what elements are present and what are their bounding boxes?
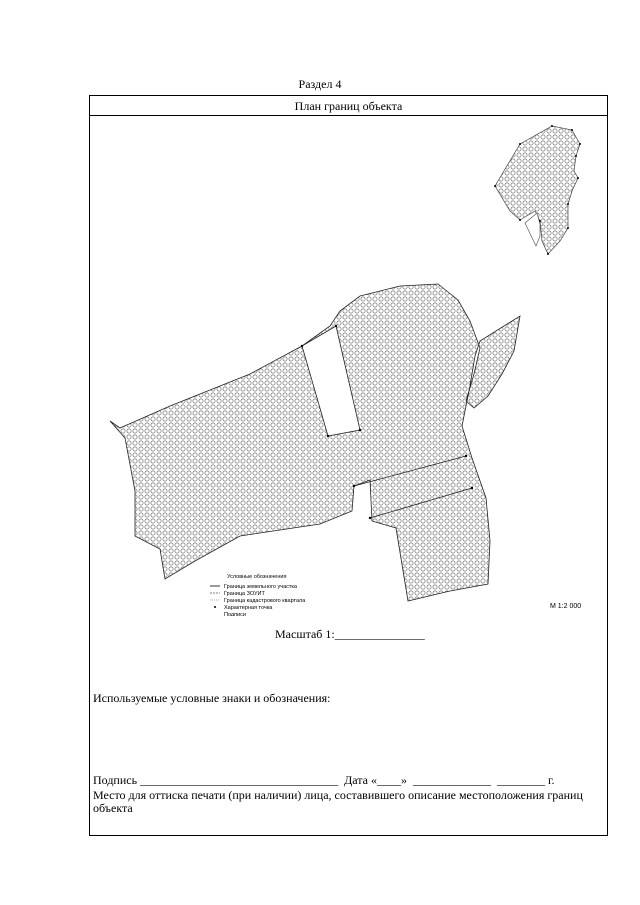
- map-legend-item: Граница земельного участка: [224, 584, 297, 590]
- scale-text: Масштаб 1:_______________: [275, 627, 425, 641]
- frame-header: План границ объекта: [90, 96, 607, 116]
- stamp-text: Место для оттиска печати (при наличии) лица, составившего описание местоположения границ объекта: [93, 788, 583, 815]
- map-legend-item: Подписи: [224, 612, 246, 616]
- document-frame: [89, 95, 608, 836]
- map-scale-label: М 1:2 000: [550, 603, 582, 610]
- overview-inset: [494, 125, 581, 255]
- map-legend-item: Характерная точка: [224, 605, 273, 611]
- main-parcel: [110, 284, 522, 601]
- section-title: Раздел 4: [298, 77, 342, 91]
- map-legend: [210, 574, 306, 616]
- map-legend-item: Граница ЗОУИТ: [224, 591, 265, 597]
- map-legend-title: Условные обозначения: [227, 574, 287, 580]
- signature-line: Подпись _________________________________ Дата «____» _____________ ________ г.: [93, 773, 555, 787]
- legend-caption: Используемые условные знаки и обозначения:: [93, 691, 331, 705]
- map-legend-item: Граница кадастрового квартала: [224, 598, 306, 604]
- boundary-plan: [90, 116, 607, 616]
